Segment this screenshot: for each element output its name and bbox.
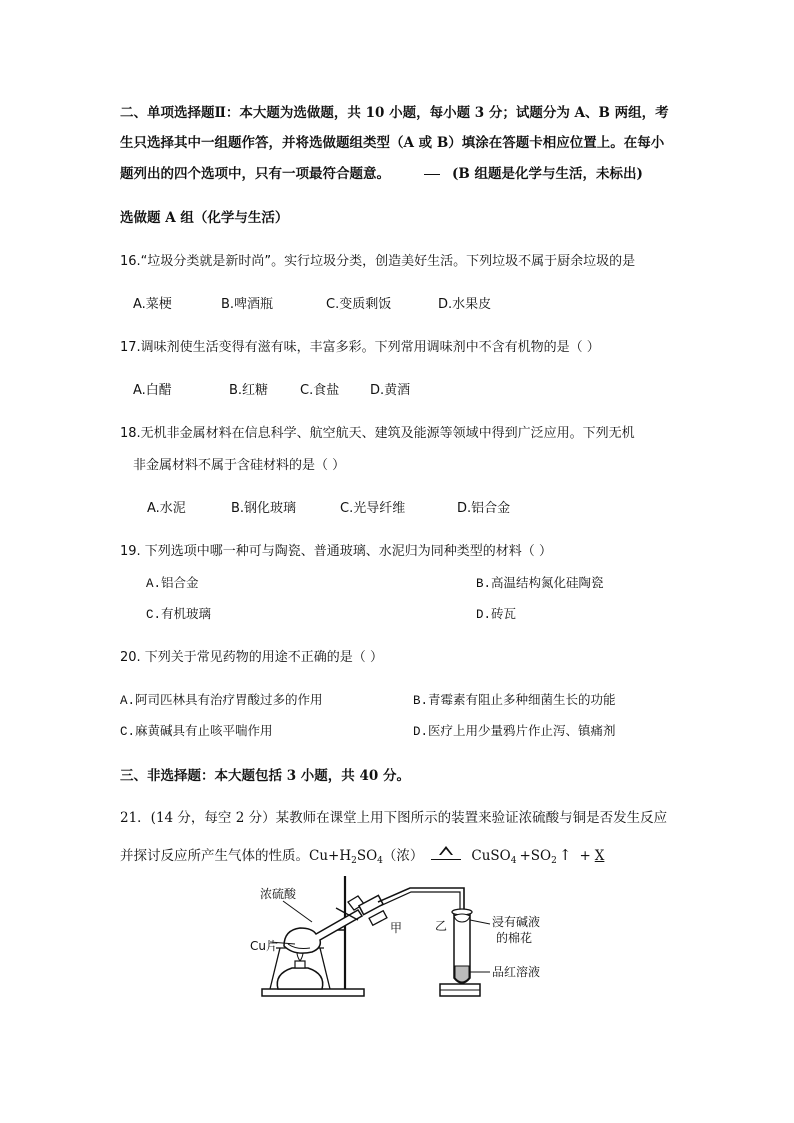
q16-option-b: B.啤酒瓶: [221, 297, 274, 312]
q20-option-c: C.麻黄碱具有止咳平喘作用: [120, 725, 273, 739]
question-21-line1: 21．(14 分，每空 2 分）某教师在课堂上用下图所示的装置来验证浓硫酸与铜是否发生反应: [120, 810, 668, 826]
q16-option-c: C.变质剩饭: [326, 297, 392, 312]
label-cotton-2: 的棉花: [496, 931, 533, 945]
reaction-equation: [309, 848, 612, 864]
q18-option-b: B.钢化玻璃: [231, 501, 297, 516]
group-a-title: 选做题 A 组（化学与生活）: [120, 210, 289, 226]
q19-option-b: B.高温结构氮化硅陶瓷: [476, 577, 604, 591]
alcohol-lamp: [277, 968, 322, 989]
section2-line2: 生只选择其中一组题作答，并将选做题组类型（A 或 B）填涂在答题卡相应位置上。在每小: [120, 135, 665, 151]
section2-line3-text: 题列出的四个选项中，只有一项最符合题意。: [120, 166, 390, 182]
eq-reactant-cu: Cu+H: [309, 848, 352, 864]
section2-line3: [120, 165, 643, 183]
question-18-stem-2: 非金属材料不属于含硅材料的是（ ）: [133, 458, 346, 473]
dash-mark: [424, 174, 440, 175]
gas-arrow-icon: ↑: [558, 846, 572, 864]
eq-plus: +: [579, 848, 591, 864]
label-concentrated-acid: 浓硫酸: [260, 887, 297, 901]
eq-subscript: 2: [351, 856, 357, 866]
question-20-stem: 20. 下列关于常见药物的用途不正确的是（ ）: [120, 650, 383, 665]
q16-option-a: A.菜梗: [133, 297, 172, 312]
eq-unknown-x: X: [594, 848, 605, 864]
q17-option-b: B.红糖: [229, 383, 269, 398]
section3-title: 三、非选择题：本大题包括 3 小题，共 40 分。: [120, 768, 410, 784]
q20-option-a: A.阿司匹林具有治疗胃酸过多的作用: [120, 694, 323, 708]
eq-subscript: 4: [510, 856, 517, 866]
label-solution: 品红溶液: [492, 965, 540, 979]
eq-product-cuso: CuSO: [471, 848, 511, 864]
q17-option-c: C.食盐: [300, 383, 340, 398]
stand-base: [262, 989, 364, 996]
q19-option-d: D.砖瓦: [476, 608, 517, 622]
heat-triangle-icon: [431, 846, 461, 862]
label-copper: Cu片: [250, 939, 278, 953]
q16-option-d: D.水果皮: [438, 297, 492, 312]
question-18-stem-1: 18.无机非金属材料在信息科学、航空航天、建筑及能源等领域中得到广泛应用。下列无机: [120, 426, 635, 441]
question-21-line2: [120, 846, 612, 865]
q18-option-a: A.水泥: [147, 501, 186, 516]
eq-product-so: +SO: [519, 848, 552, 864]
question-19-stem: 19. 下列选项中哪一种可与陶瓷、普通玻璃、水泥归为同种类型的材料（ ）: [120, 544, 552, 559]
q20-option-d: D.医疗上用少量鸦片作止泻、镇痛剂: [413, 725, 616, 739]
label-yi: 乙: [435, 919, 448, 933]
question-16-stem: 16.“垃圾分类就是新时尚”。实行垃圾分类，创造美好生活。下列垃圾不属于厨余垃圾的是: [120, 254, 636, 269]
question-21-line2-text: 并探讨反应所产生气体的性质。: [120, 848, 309, 864]
label-jia: 甲: [390, 921, 403, 935]
eq-subscript: 2: [551, 856, 557, 866]
q17-option-d: D.黄酒: [370, 383, 411, 398]
question-17-stem: 17.调味剂使生活变得有滋有味，丰富多彩。下列常用调味剂中不含有机物的是（ ）: [120, 340, 600, 355]
apparatus-diagram: [240, 868, 540, 1004]
q18-option-c: C.光导纤维: [340, 501, 406, 516]
q19-option-c: C.有机玻璃: [146, 608, 212, 622]
q20-option-b: B.青霉素有阻止多种细菌生长的功能: [413, 694, 616, 708]
section2-note: (B 组题是化学与生活，未标出): [452, 166, 643, 182]
eq-condition: （浓）: [382, 848, 424, 864]
section2-line1: 二、单项选择题Ⅱ：本大题为选做题，共 10 小题，每小题 3 分；试题分为 A、B 两组，考: [120, 105, 669, 121]
q19-option-a: A.铝合金: [146, 577, 199, 591]
eq-subscript: 4: [377, 856, 383, 866]
label-cotton-1: 浸有碱液: [492, 915, 540, 929]
q18-option-d: D.铝合金: [457, 501, 511, 516]
eq-reactant-so: SO: [356, 848, 378, 864]
q17-option-a: A.白醋: [133, 383, 172, 398]
